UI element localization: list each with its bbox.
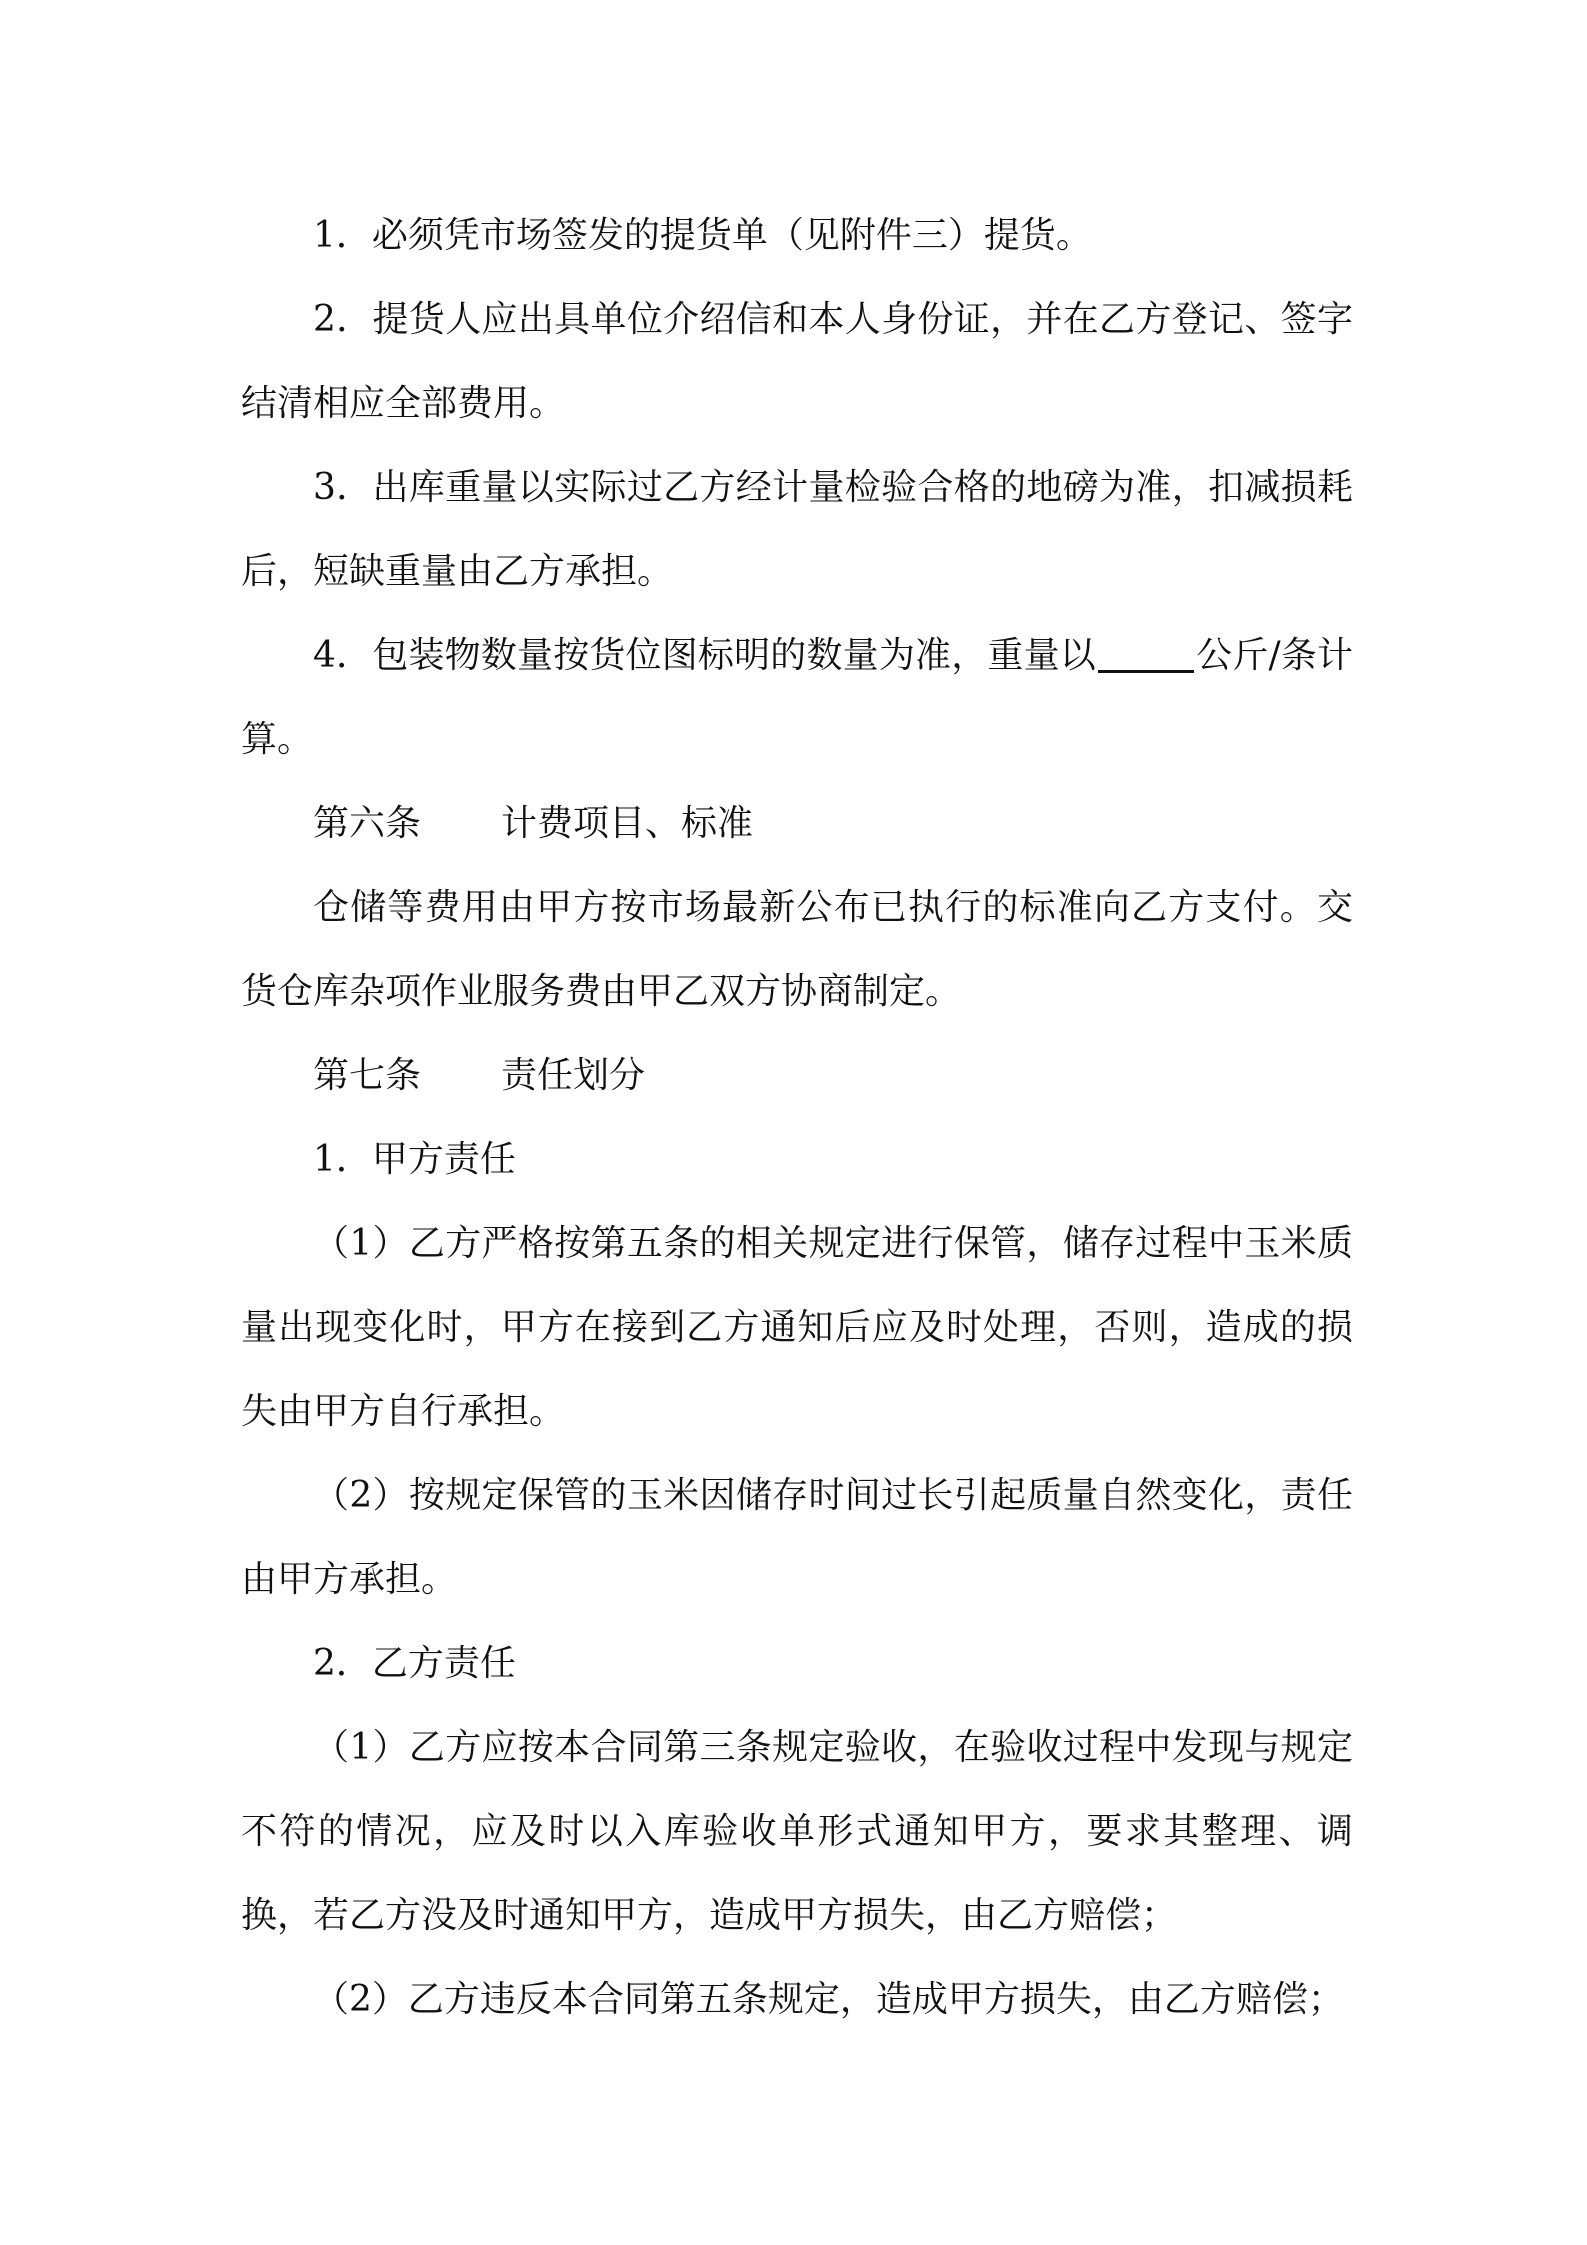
party-b-responsibility-heading: 2．乙方责任	[313, 1643, 516, 1684]
paragraph-pickup-identity: 2．提货人应出具单位介绍信和本人身份证，并在乙方登记、签字结清相应全部费用。	[241, 299, 1353, 424]
paragraph-pickup-voucher: 1．必须凭市场签发的提货单（见附件三）提货。	[313, 215, 1092, 256]
article-6-title: 计费项目、标准	[501, 803, 754, 844]
article-6-number: 第六条	[313, 803, 422, 844]
paragraph-party-b-item-1: （1）乙方应按本合同第三条规定验收，在验收过程中发现与规定不符的情况，应及时以入库验收单形式通知甲方，要求其整理、调换，若乙方没及时通知甲方，造成甲方损失，由乙方赔偿；	[241, 1727, 1353, 1936]
article-7-heading	[241, 1034, 1353, 1118]
party-a-responsibility-heading: 1．甲方责任	[313, 1139, 516, 1180]
paragraph-fees: 仓储等费用由甲方按市场最新公布已执行的标准向乙方支付。交货仓库杂项作业服务费由甲乙双方协商制定。	[241, 887, 1353, 1012]
paragraph-party-b-item-2: （2）乙方违反本合同第五条规定，造成甲方损失，由乙方赔偿；	[313, 1979, 1344, 2020]
packaging-text-before: 4．包装物数量按货位图标明的数量为准，重量以	[313, 635, 1096, 676]
paragraph-outbound-weight: 3．出库重量以实际过乙方经计量检验合格的地磅为准，扣减损耗后，短缺重量由乙方承担。	[241, 467, 1353, 592]
paragraph-party-a-item-2: （2）按规定保管的玉米因储存时间过长引起质量自然变化，责任由甲方承担。	[241, 1475, 1353, 1600]
paragraph-packaging-quantity	[241, 614, 1353, 782]
article-6-heading	[241, 782, 1353, 866]
article-7-number: 第七条	[313, 1055, 422, 1096]
article-7-title: 责任划分	[501, 1055, 646, 1096]
paragraph-party-a-item-1: （1）乙方严格按第五条的相关规定进行保管，储存过程中玉米质量出现变化时，甲方在接到乙方通知后应及时处理，否则，造成的损失由甲方自行承担。	[241, 1223, 1353, 1432]
packaging-text-after: 公斤/条计算。	[241, 635, 1353, 760]
weight-blank-field	[1098, 636, 1194, 673]
document-body	[241, 194, 1353, 2042]
